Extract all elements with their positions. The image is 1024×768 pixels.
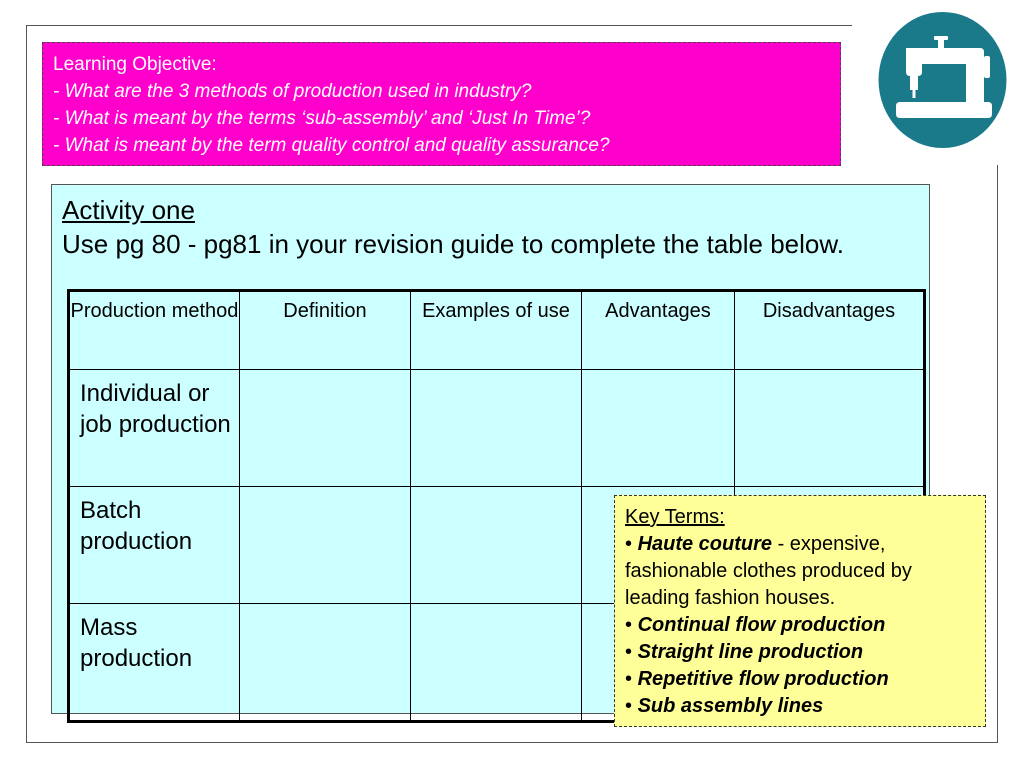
bullet: •	[625, 695, 638, 717]
key-term-item	[625, 693, 981, 720]
key-term-item	[625, 639, 981, 666]
key-term-name: Sub assembly lines	[637, 695, 824, 717]
method-cell-job: Individual or job production	[69, 370, 240, 487]
header-definition: Definition	[240, 291, 411, 370]
key-term-item	[625, 612, 981, 639]
key-terms-box	[614, 495, 986, 727]
definition-cell[interactable]	[240, 604, 411, 722]
objective-question-2: - What is meant by the terms ‘sub-assembly’ and ‘Just In Time’?	[53, 108, 591, 129]
definition-cell[interactable]	[240, 370, 411, 487]
table-header-row	[69, 291, 925, 370]
key-term-name: Continual flow production	[637, 614, 886, 636]
method-cell-batch: Batch production	[69, 487, 240, 604]
key-term-name: Straight line production	[637, 641, 864, 663]
method-cell-mass: Mass production	[69, 604, 240, 722]
key-term-item	[625, 531, 981, 612]
examples-cell[interactable]	[411, 487, 582, 604]
icon-circle-bg	[879, 12, 1007, 148]
activity-instructions: Use pg 80 - pg81 in your revision guide to complete the table below.	[62, 229, 844, 259]
key-terms-title: Key Terms:	[625, 506, 725, 528]
learning-objective-box	[42, 42, 841, 166]
key-term-description: - expensive, fashionable clothes produced by leading fashion houses.	[625, 533, 912, 609]
frame-left-line	[26, 25, 27, 743]
disadvantages-cell[interactable]	[735, 370, 925, 487]
frame-top-line	[26, 25, 852, 26]
frame-right-line	[997, 165, 998, 743]
header-advantages: Advantages	[582, 291, 735, 370]
table-row	[69, 370, 925, 487]
bullet: •	[625, 533, 638, 555]
header-examples-of-use: Examples of use	[411, 291, 582, 370]
objective-question-3: - What is meant by the term quality control and quality assurance?	[53, 135, 610, 156]
examples-cell[interactable]	[411, 604, 582, 722]
objective-question-1: - What are the 3 methods of production used in industry?	[53, 81, 532, 102]
header-production-method: Production method	[69, 291, 240, 370]
frame-bottom-line	[26, 742, 998, 743]
definition-cell[interactable]	[240, 487, 411, 604]
key-term-item	[625, 666, 981, 693]
examples-cell[interactable]	[411, 370, 582, 487]
header-disadvantages: Disadvantages	[735, 291, 925, 370]
activity-heading: Activity one	[62, 195, 195, 225]
key-term-name: Haute couture	[637, 533, 773, 555]
sewing-machine-icon	[876, 10, 1009, 150]
key-term-name: Repetitive flow production	[637, 668, 889, 690]
bullet: •	[625, 668, 638, 690]
bullet: •	[625, 614, 638, 636]
objective-title: Learning Objective:	[53, 54, 217, 75]
bullet: •	[625, 641, 638, 663]
advantages-cell[interactable]	[582, 370, 735, 487]
